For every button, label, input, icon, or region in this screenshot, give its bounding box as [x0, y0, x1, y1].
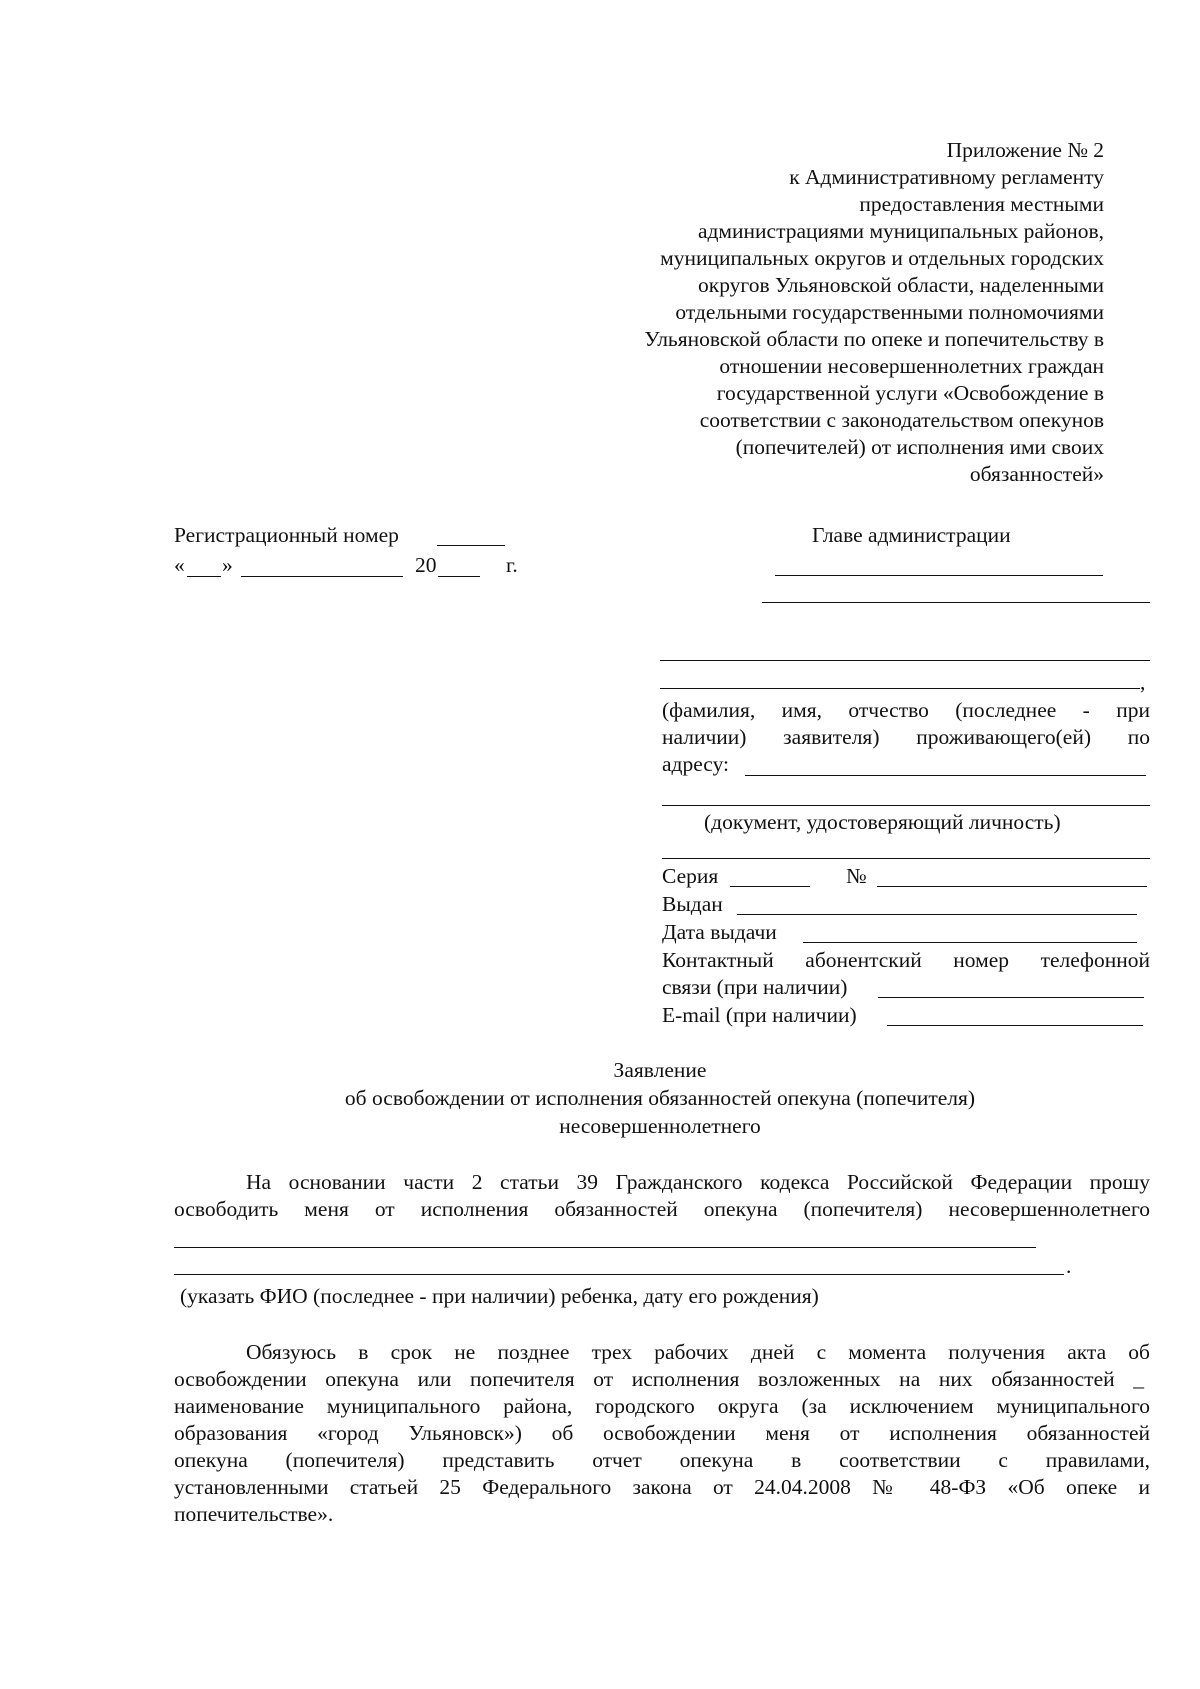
registration-number-field[interactable]	[437, 545, 505, 546]
appendix-line: округов Ульяновской области, наделенными	[698, 273, 1104, 297]
administration-name-field-1[interactable]	[775, 575, 1103, 576]
address-label: адресу:	[662, 752, 730, 776]
issued-field[interactable]	[737, 914, 1137, 915]
appendix-line: предоставления местными	[859, 192, 1104, 216]
issued-label: Выдан	[662, 892, 723, 916]
title-line: Заявление	[613, 1058, 707, 1082]
issue-date-field[interactable]	[803, 942, 1137, 943]
addressee-head: Главе администрации	[812, 523, 1011, 547]
body-line: опекуна (попечителя) представить отчет опекуна в соответствии с правилами,	[174, 1448, 1150, 1472]
identity-document-field[interactable]	[662, 858, 1150, 859]
appendix-line: государственной услуги «Освобождение в	[716, 381, 1104, 405]
body-line: Обязуюсь в срок не позднее трех рабочих дней с момента получения акта об	[246, 1340, 1150, 1364]
email-label: E-mail (при наличии)	[662, 1003, 857, 1027]
date-quote-open: «	[174, 553, 185, 577]
series-label: Серия	[662, 864, 719, 888]
email-field[interactable]	[887, 1025, 1143, 1026]
body-line: освобождении опекуна или попечителя от исполнения возложенных на них обязанностей _	[174, 1367, 1144, 1391]
body-line: образования «город Ульяновск») об освобождении меня от исполнения обязанностей	[174, 1421, 1150, 1445]
child-info-caption: (указать ФИО (последнее - при наличии) ребенка, дату его рождения)	[180, 1284, 819, 1308]
date-day-field[interactable]	[187, 576, 221, 577]
phone-label: Контактный абонентский номер телефонной	[662, 948, 1150, 972]
appendix-line: муниципальных округов и отдельных городских	[660, 246, 1104, 270]
date-quote-close: »	[222, 553, 233, 577]
phone-field[interactable]	[878, 997, 1144, 998]
date-month-field[interactable]	[241, 576, 403, 577]
applicant-caption-line: (фамилия, имя, отчество (последнее - при	[662, 698, 1150, 722]
body-line: освободить меня от исполнения обязанностей опекуна (попечителя) несовершеннолетнего	[174, 1197, 1150, 1221]
child-info-end: .	[1066, 1254, 1072, 1278]
applicant-name-comma: ,	[1140, 670, 1146, 694]
applicant-name-field-1[interactable]	[660, 660, 1150, 661]
series-field[interactable]	[730, 886, 810, 887]
appendix-line: к Административному регламенту	[789, 165, 1104, 189]
date-year-prefix: 20	[415, 553, 437, 577]
body-line: попечительстве».	[174, 1502, 334, 1526]
address-field-1[interactable]	[745, 775, 1146, 776]
body-line: установленными статьей 25 Федерального закона от 24.04.2008 № 48-ФЗ «Об опеке и	[174, 1475, 1150, 1499]
title-line: об освобождении от исполнения обязанностей опекуна (попечителя)	[344, 1086, 976, 1110]
appendix-line: отношении несовершеннолетних граждан	[719, 354, 1104, 378]
applicant-name-field-2[interactable]	[660, 688, 1140, 689]
address-field-2[interactable]	[662, 805, 1150, 806]
registration-label: Регистрационный номер	[174, 523, 399, 547]
appendix-line: обязанностей»	[969, 462, 1104, 486]
body-line: наименование муниципального района, городского округа (за исключением муниципального	[174, 1394, 1150, 1418]
appendix-line: Приложение № 2	[946, 138, 1104, 162]
number-label: №	[846, 864, 867, 888]
child-info-field-2[interactable]	[174, 1274, 1064, 1275]
issue-date-label: Дата выдачи	[662, 920, 777, 944]
body-line: На основании части 2 статьи 39 Гражданского кодекса Российской Федерации прошу	[246, 1170, 1150, 1194]
child-info-field-1[interactable]	[174, 1247, 1036, 1248]
title-line: несовершеннолетнего	[559, 1114, 761, 1138]
appendix-line: (попечителей) от исполнения ими своих	[735, 435, 1104, 459]
identity-document-caption: (документ, удостоверяющий личность)	[704, 810, 1061, 834]
appendix-line: соответствии с законодательством опекунов	[699, 408, 1104, 432]
administration-name-field-2[interactable]	[762, 602, 1150, 603]
appendix-line: отдельными государственными полномочиями	[675, 300, 1104, 324]
number-field[interactable]	[877, 886, 1147, 887]
date-year-field[interactable]	[438, 576, 480, 577]
phone-label: связи (при наличии)	[662, 975, 848, 999]
date-year-suffix: г.	[506, 553, 518, 577]
appendix-line: администрациями муниципальных районов,	[697, 219, 1104, 243]
appendix-line: Ульяновской области по опеке и попечительству в	[644, 327, 1104, 351]
applicant-caption-line: наличии) заявителя) проживающего(ей) по	[662, 725, 1150, 749]
